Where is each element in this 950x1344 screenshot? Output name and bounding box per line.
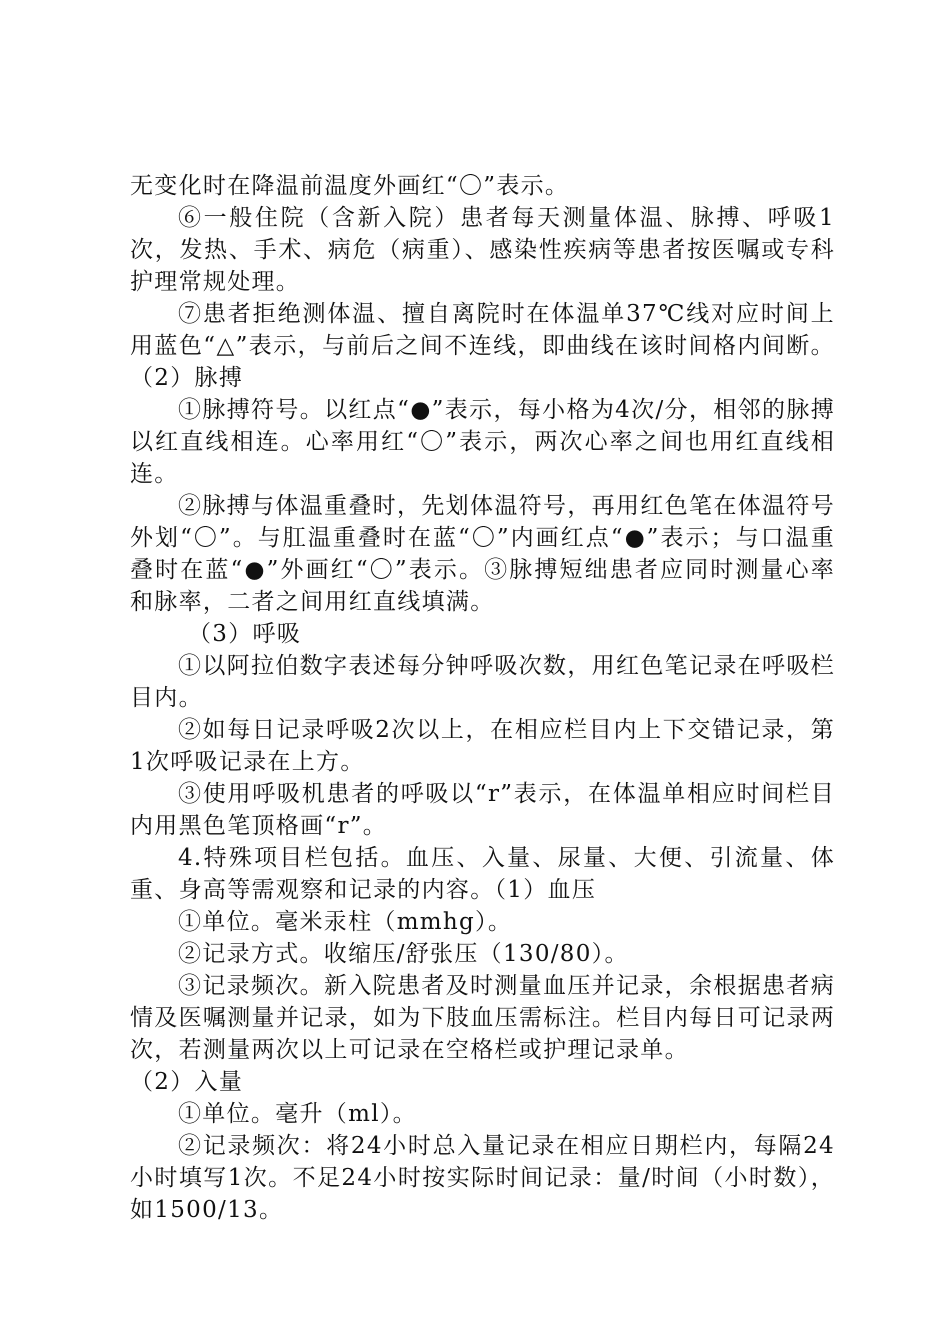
paragraph-bp-method: ②记录方式。收缩压/舒张压（130/80）。: [178, 941, 629, 967]
paragraph-respiration-number: ①以阿拉伯数字表述每分钟呼吸次数，用红色笔记录在呼吸栏目内。: [130, 653, 835, 711]
heading-respiration: （3）呼吸: [188, 621, 302, 647]
document-page: [130, 170, 835, 1226]
paragraph-ventilator: ③使用呼吸机患者的呼吸以“r”表示，在体温单相应时间栏目内用黑色笔顶格画“r”。: [130, 781, 835, 839]
paragraph-bp-frequency: ③记录频次。新入院患者及时测量血压并记录，余根据患者病情及医嘱测量并记录，如为下肢血压需标注。栏目内每日可记录两次，若测量两次以上可记录在空格栏或护理记录单。: [130, 973, 835, 1063]
paragraph-bp-unit: ①单位。毫米汞柱（mmhg）。: [178, 909, 513, 935]
paragraph-respiration-twice: ②如每日记录呼吸2次以上，在相应栏目内上下交错记录，第1次呼吸记录在上方。: [130, 717, 835, 775]
paragraph-temperature-cooling: 无变化时在降温前温度外画红“〇”表示。: [130, 173, 570, 199]
paragraph-refused-measurement: ⑦患者拒绝测体温、擅自离院时在体温单37℃线对应时间上用蓝色“△”表示，与前后之间不连线，即曲线在该时间格内间断。（2）脉搏: [130, 301, 835, 391]
heading-intake: （2）入量: [130, 1069, 244, 1095]
paragraph-pulse-overlap: ②脉搏与体温重叠时，先划体温符号，再用红色笔在体温符号外划“〇”。与肛温重叠时在蓝“〇”内画红点“●”表示；与口温重叠时在蓝“●”外画红“〇”表示。③脉搏短绌患者应同时测量心率和脉率，二者之间用红直线填满。: [130, 493, 835, 615]
paragraph-pulse-symbol: ①脉搏符号。以红点“●”表示，每小格为4次/分，相邻的脉搏以红直线相连。心率用红“〇”表示，两次心率之间也用红直线相连。: [130, 397, 835, 487]
paragraph-special-items: 4.特殊项目栏包括。血压、入量、尿量、大便、引流量、体重、身高等需观察和记录的内容。（1）血压: [130, 845, 835, 903]
paragraph-intake-unit: ①单位。毫升（ml）。: [178, 1101, 417, 1127]
paragraph-routine-measurement: ⑥一般住院（含新入院）患者每天测量体温、脉搏、呼吸1次，发热、手术、病危（病重）、感染性疾病等患者按医嘱或专科护理常规处理。: [130, 205, 835, 295]
paragraph-intake-frequency: ②记录频次：将24小时总入量记录在相应日期栏内，每隔24小时填写1次。不足24小时按实际时间记录：量/时间（小时数），如1500/13。: [130, 1133, 835, 1223]
